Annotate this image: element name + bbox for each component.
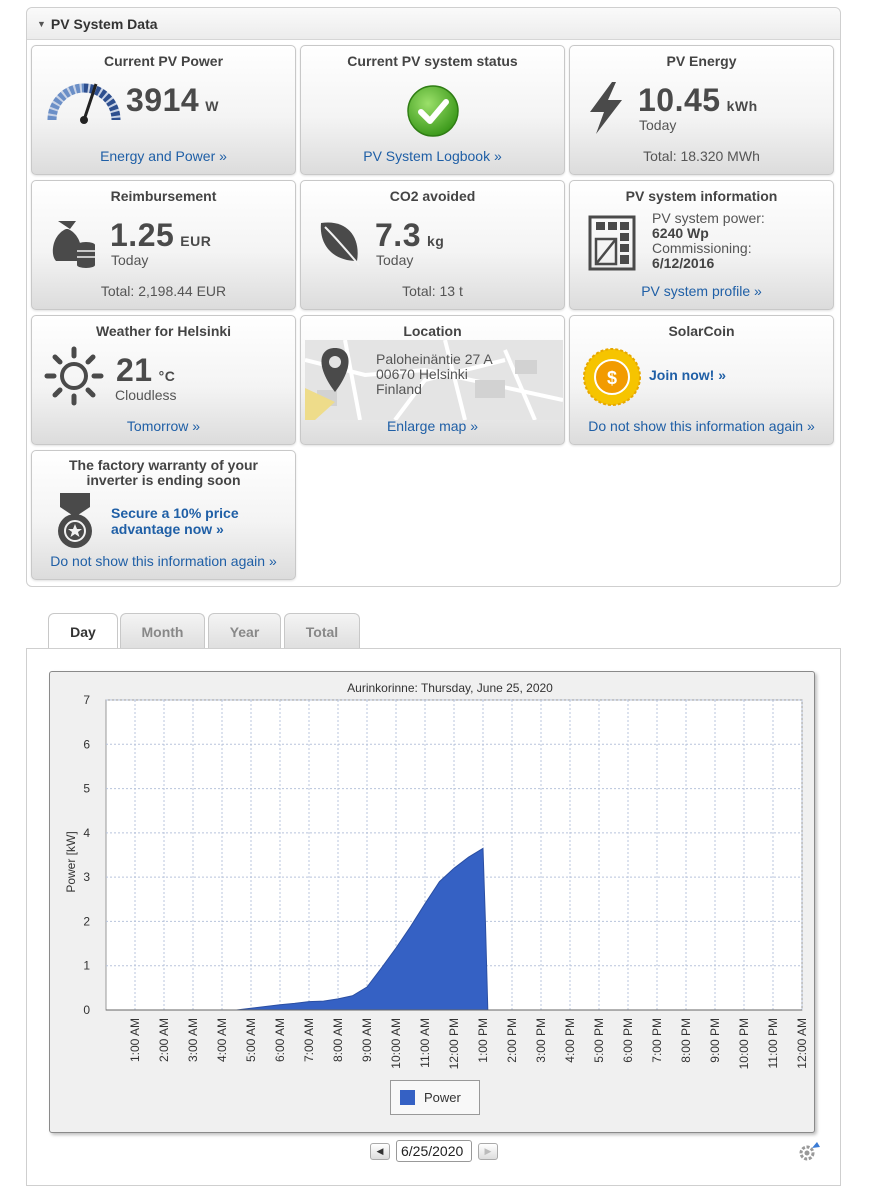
x-tick-label: 10:00 PM bbox=[737, 1018, 751, 1070]
x-tick-label: 10:00 AM bbox=[389, 1018, 403, 1069]
x-tick-label: 9:00 PM bbox=[708, 1018, 722, 1063]
solarcoin-icon bbox=[582, 347, 642, 407]
tile-title: SolarCoin bbox=[668, 323, 735, 339]
tab-total[interactable]: Total bbox=[284, 613, 360, 649]
x-tick-label: 4:00 AM bbox=[215, 1018, 229, 1063]
reimbursement-unit: EUR bbox=[180, 233, 212, 249]
solarcoin-join-link[interactable]: Join now! » bbox=[649, 367, 726, 383]
legend-swatch bbox=[400, 1090, 415, 1105]
reimbursement-total: Total: 2,198.44 EUR bbox=[100, 283, 227, 299]
secure-price-link[interactable] bbox=[111, 505, 239, 537]
solarcoin-dismiss-link[interactable]: Do not show this information again » bbox=[588, 418, 815, 434]
x-tick-label: 1:00 PM bbox=[476, 1018, 490, 1063]
y-tick-label: 4 bbox=[83, 825, 90, 840]
power-unit: W bbox=[205, 98, 219, 114]
enlarge-map-link[interactable]: Enlarge map » bbox=[386, 418, 479, 434]
tile-co2-avoided bbox=[300, 180, 565, 310]
tile-title: Reimbursement bbox=[110, 188, 217, 204]
x-tick-label: 7:00 AM bbox=[302, 1018, 316, 1063]
leaf-icon bbox=[317, 217, 363, 267]
x-tick-label: 7:00 PM bbox=[650, 1018, 664, 1063]
energy-value bbox=[638, 82, 758, 119]
address-postal: 00670 Helsinki bbox=[376, 366, 468, 382]
tile-pv-system-info bbox=[569, 180, 834, 310]
secure-price-line2: advantage now » bbox=[111, 521, 224, 537]
tile-title: PV Energy bbox=[666, 53, 737, 69]
tile-title: Location bbox=[403, 323, 462, 339]
x-tick-label: 11:00 AM bbox=[418, 1018, 432, 1068]
tile-title: Weather for Helsinki bbox=[95, 323, 232, 339]
tab-year[interactable]: Year bbox=[208, 613, 281, 649]
energy-period: Today bbox=[639, 117, 677, 133]
legend-label: Power bbox=[424, 1090, 461, 1105]
reimbursement-value bbox=[110, 217, 211, 254]
tile-pv-energy bbox=[569, 45, 834, 175]
chart-panel bbox=[26, 648, 841, 1186]
x-tick-label: 6:00 PM bbox=[621, 1018, 635, 1063]
x-tick-label: 11:00 PM bbox=[766, 1018, 780, 1069]
medal-icon bbox=[54, 491, 96, 551]
reimbursement-number: 1.25 bbox=[110, 217, 175, 253]
tile-title: Current PV system status bbox=[347, 53, 518, 69]
power-number: 3914 bbox=[126, 82, 200, 118]
x-tick-label: 5:00 AM bbox=[244, 1018, 258, 1063]
next-day-button[interactable]: ▶ bbox=[478, 1143, 498, 1160]
co2-value bbox=[375, 217, 444, 254]
warranty-title-line2: inverter is ending soon bbox=[86, 472, 241, 488]
temperature-value bbox=[116, 352, 175, 389]
sun-icon bbox=[44, 346, 104, 406]
x-tick-label: 9:00 AM bbox=[360, 1018, 374, 1063]
collapse-triangle-icon[interactable]: ▼ bbox=[37, 18, 46, 29]
previous-day-button[interactable]: ◀ bbox=[370, 1143, 390, 1160]
co2-number: 7.3 bbox=[375, 217, 421, 253]
chart-y-axis-label: Power [kW] bbox=[64, 831, 78, 893]
tile-weather bbox=[31, 315, 296, 445]
pv-system-profile-link[interactable]: PV system profile » bbox=[641, 283, 762, 299]
co2-total: Total: 13 t bbox=[402, 283, 463, 299]
x-tick-label: 8:00 PM bbox=[679, 1018, 693, 1063]
system-power-value: 6240 Wp bbox=[652, 225, 709, 241]
tile-title: PV system information bbox=[625, 188, 778, 204]
warranty-title bbox=[32, 458, 295, 488]
x-tick-label: 2:00 AM bbox=[157, 1018, 171, 1063]
energy-and-power-link[interactable]: Energy and Power » bbox=[100, 148, 227, 164]
chart-title: Aurinkorinne: Thursday, June 25, 2020 bbox=[347, 681, 553, 695]
co2-period: Today bbox=[376, 252, 414, 268]
tile-system-status bbox=[300, 45, 565, 175]
y-tick-label: 2 bbox=[83, 914, 90, 929]
commissioning-date: 6/12/2016 bbox=[652, 255, 715, 271]
chart-container bbox=[49, 671, 815, 1133]
panel-header[interactable] bbox=[27, 8, 840, 40]
energy-total: Total: 18.320 MWh bbox=[643, 148, 760, 164]
panel-title: PV System Data bbox=[50, 15, 158, 32]
tab-month[interactable]: Month bbox=[120, 613, 205, 649]
commissioning-label: Commissioning: bbox=[652, 240, 752, 256]
x-tick-label: 3:00 AM bbox=[186, 1018, 200, 1063]
address-country: Finland bbox=[376, 381, 422, 397]
y-tick-label: 0 bbox=[83, 1003, 90, 1017]
y-tick-label: 6 bbox=[83, 737, 90, 752]
x-tick-label: 5:00 PM bbox=[592, 1018, 606, 1063]
svg-text:$: $ bbox=[606, 368, 618, 388]
weather-condition: Cloudless bbox=[115, 387, 177, 403]
status-ok-check-icon bbox=[406, 84, 460, 138]
tile-warranty bbox=[31, 450, 296, 580]
tomorrow-link[interactable]: Tomorrow » bbox=[126, 418, 201, 434]
pv-system-logbook-link[interactable]: PV System Logbook » bbox=[363, 148, 502, 164]
co2-unit: kg bbox=[426, 233, 445, 249]
reimbursement-period: Today bbox=[111, 252, 149, 268]
lightning-bolt-icon bbox=[586, 80, 626, 136]
system-info-lines bbox=[652, 211, 765, 271]
y-tick-label: 1 bbox=[83, 958, 90, 973]
x-tick-label: 3:00 PM bbox=[534, 1018, 548, 1063]
temperature-unit: °C bbox=[158, 368, 176, 384]
x-tick-label: 12:00 AM bbox=[795, 1018, 809, 1069]
power-value bbox=[126, 82, 219, 119]
energy-number: 10.45 bbox=[638, 82, 721, 118]
date-input[interactable] bbox=[396, 1140, 472, 1162]
location-address bbox=[376, 352, 493, 397]
tile-title: Current PV Power bbox=[103, 53, 224, 69]
tile-current-power bbox=[31, 45, 296, 175]
tile-reimbursement bbox=[31, 180, 296, 310]
x-tick-label: 8:00 AM bbox=[331, 1018, 345, 1063]
solar-panel-icon bbox=[588, 215, 636, 271]
settings-gear-icon[interactable] bbox=[797, 1141, 821, 1163]
address-street: Paloheinäntie 27 A bbox=[376, 351, 493, 367]
tile-title: CO2 avoided bbox=[389, 188, 476, 204]
tile-solarcoin bbox=[569, 315, 834, 445]
energy-unit: kWh bbox=[726, 98, 758, 114]
tab-day[interactable]: Day bbox=[48, 613, 118, 650]
y-tick-label: 7 bbox=[83, 693, 90, 707]
system-power-label: PV system power: bbox=[652, 210, 765, 226]
money-bag-icon bbox=[48, 217, 98, 269]
x-tick-label: 12:00 PM bbox=[447, 1018, 461, 1070]
tile-location bbox=[300, 315, 565, 445]
y-tick-label: 5 bbox=[83, 781, 90, 796]
warranty-dismiss-link[interactable]: Do not show this information again » bbox=[50, 553, 277, 569]
warranty-title-line1: The factory warranty of your bbox=[68, 457, 259, 473]
x-tick-label: 1:00 AM bbox=[128, 1018, 142, 1063]
x-tick-label: 4:00 PM bbox=[563, 1018, 577, 1063]
x-tick-label: 6:00 AM bbox=[273, 1018, 287, 1063]
secure-price-line1: Secure a 10% price bbox=[111, 505, 239, 521]
y-tick-label: 3 bbox=[83, 870, 90, 885]
power-chart bbox=[50, 672, 816, 1134]
chart-legend bbox=[390, 1080, 480, 1115]
temperature-number: 21 bbox=[116, 352, 153, 388]
gauge-icon bbox=[46, 80, 122, 126]
x-tick-label: 2:00 PM bbox=[505, 1018, 519, 1063]
